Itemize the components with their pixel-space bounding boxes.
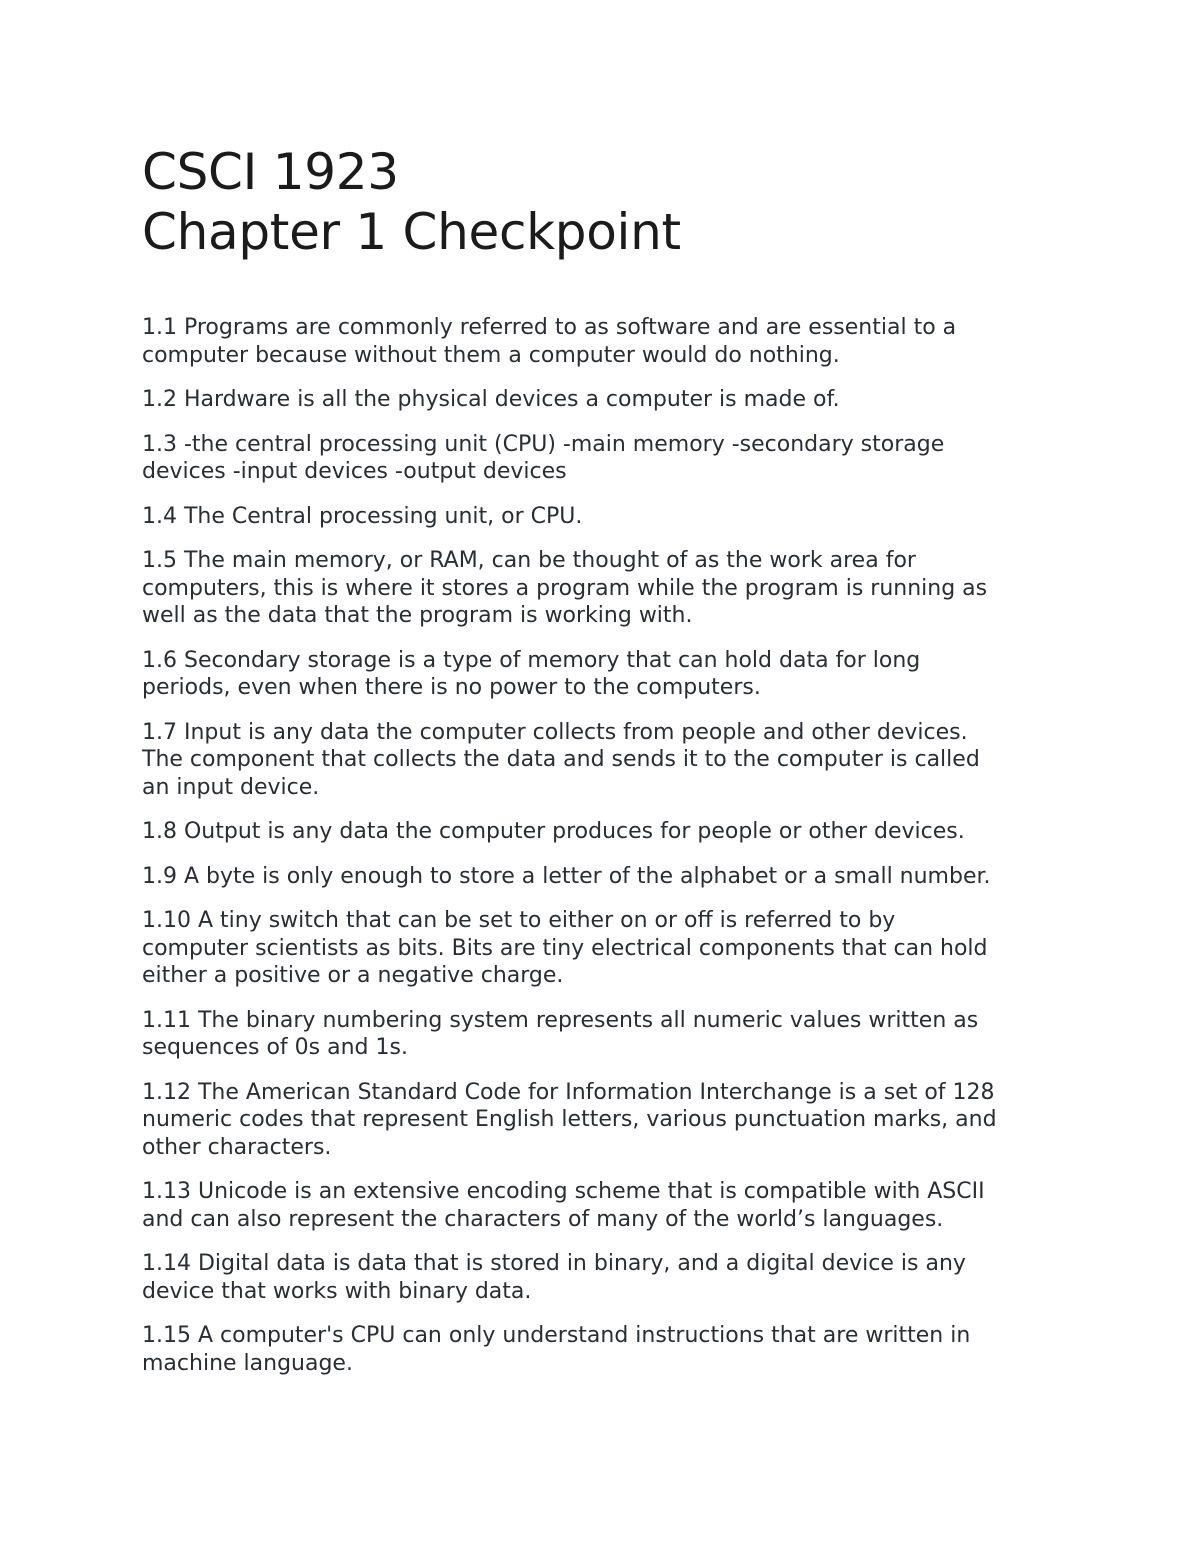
answer-1-11: 1.11 The binary numbering system represents all numeric values written as sequences of 0s and 1s. (142, 1007, 979, 1060)
answer-1-9: 1.9 A byte is only enough to store a letter of the alphabet or a small number. (142, 863, 991, 889)
answer-1-10: 1.10 A tiny switch that can be set to either on or off is referred to by computer scientists as bits. Bits are tiny electrical components that can hold either a positive or a negative charge. (142, 908, 988, 988)
answer-1-12: 1.12 The American Standard Code for Information Interchange is a set of 128 numeric codes that represent English letters, various punctuation marks, and other characters. (142, 1079, 997, 1160)
answer-1-14: 1.14 Digital data is data that is stored in binary, and a digital device is any device that works with binary data. (142, 1251, 966, 1304)
answer-list (142, 314, 1082, 1377)
answer-1-2: 1.2 Hardware is all the physical devices a computer is made of. (142, 387, 840, 412)
answer-1-7: 1.7 Input is any data the computer collects from people and other devices. The component that collects the data and sends it to the computer is called an input device. (142, 719, 980, 800)
document-title (142, 142, 1082, 262)
answer-1-5: 1.5 The main memory, or RAM, can be thought of as the work area for computers, this is where it stores a program while the program is running as well as the data that the program is working with. (142, 548, 988, 628)
course-title: CSCI 1923 (142, 143, 399, 201)
answer-1-8: 1.8 Output is any data the computer produces for people or other devices. (142, 819, 965, 844)
chapter-title: Chapter 1 Checkpoint (142, 203, 681, 261)
answer-1-6: 1.6 Secondary storage is a type of memory that can hold data for long periods, even when there is no power to the computers. (142, 647, 921, 700)
answer-1-1: 1.1 Programs are commonly referred to as software and are essential to a computer because without them a computer would do nothing. (142, 315, 957, 368)
answer-1-3: 1.3 -the central processing unit (CPU) -main memory -secondary storage devices -input devices -output devices (142, 431, 945, 484)
answer-1-13: 1.13 Unicode is an extensive encoding scheme that is compatible with ASCII and can also represent the characters of many of the world’s languages. (142, 1179, 985, 1232)
answer-1-4: 1.4 The Central processing unit, or CPU. (142, 503, 583, 529)
document-page (142, 142, 1082, 1394)
answer-1-15: 1.15 A computer's CPU can only understand instructions that are written in machine language. (142, 1323, 971, 1376)
